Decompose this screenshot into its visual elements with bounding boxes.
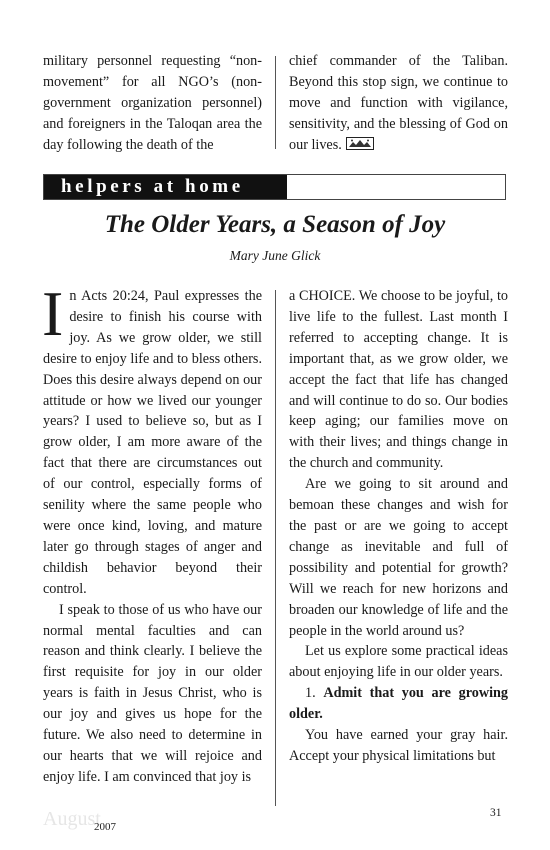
column-divider-top (275, 56, 276, 149)
article-paragraph: You have earned your gray hair. Accept your physical limitations but (289, 727, 508, 764)
section-header-bar (43, 174, 506, 200)
article-paragraph-text: n Acts 20:24, Paul expresses the desire to finish his course with joy. As we grow older, we still desire to enjoy life and to bless others. Does this desire always depend on our attitude or how we lived our younger years? I used to believe so, but as I grow older, I am more aware of the fact that there are circumstances out of our control, especially forms of senility where the same people who were once kind, loving, and mature later go through stages of anger and childish behavior beyond their control. (43, 288, 262, 597)
previous-article-text: military personnel requesting “non-movement” for all NGO’s (non-government organization personnel) and foreigners in the Taloqan area the day following the death of the (43, 53, 262, 153)
article-paragraph: Let us explore some practical ideas about enjoying life in our older years. (289, 643, 508, 681)
article-paragraph (42, 278, 262, 600)
end-ornament-icon (346, 137, 374, 150)
footer-year: 2007 (94, 821, 116, 833)
list-point-number: 1. (305, 685, 316, 702)
article-right-column (289, 286, 508, 767)
previous-article-ending (289, 51, 508, 156)
list-point-heading (289, 683, 508, 725)
drop-cap: I (42, 278, 64, 349)
article-paragraph: Are we going to sit around and bemoan these changes and wish for the past or are we going to accept change as inevitable and full of possibility and potential for growth? Will we reach for new horizons and broaden our knowledge of life and the people in the world around us? (289, 476, 508, 639)
previous-article-right-column (289, 51, 508, 156)
footer-month: August (43, 808, 101, 830)
previous-article-left-column (43, 51, 262, 156)
page-number: 31 (490, 807, 502, 819)
list-point-title: Admit that you are growing older. (289, 685, 509, 723)
section-label: helpers at home (44, 175, 287, 199)
article-paragraph: I speak to those of us who have our normal mental faculties and can reason and think clearly. I believe the first requisite for joy in our older years is faith in Jesus Christ, who is our joy and gives us hope for the future. We also need to determine in our hearts that we will rejoice and enjoy life. I am convinced that joy is (43, 601, 262, 785)
article-byline: Mary June Glick (229, 248, 321, 263)
article-left-column (42, 278, 262, 788)
article-title: The Older Years, a Season of Joy (104, 211, 446, 238)
article-paragraph: a CHOICE. We choose to be joyful, to live life to the fullest. Last month I referred to accepting change. It is important that, as we grow older, we accept the fact that life has changed and will continue to do so. Our bodies keep aging; our families move on with their lives; and things change in the church and community. (289, 288, 508, 472)
previous-article-text: chief commander of the Taliban. Beyond this stop sign, we continue to move and function with vigilance, sensitivity, and the blessing of God on our lives. (289, 53, 508, 153)
column-divider-body (275, 290, 276, 806)
